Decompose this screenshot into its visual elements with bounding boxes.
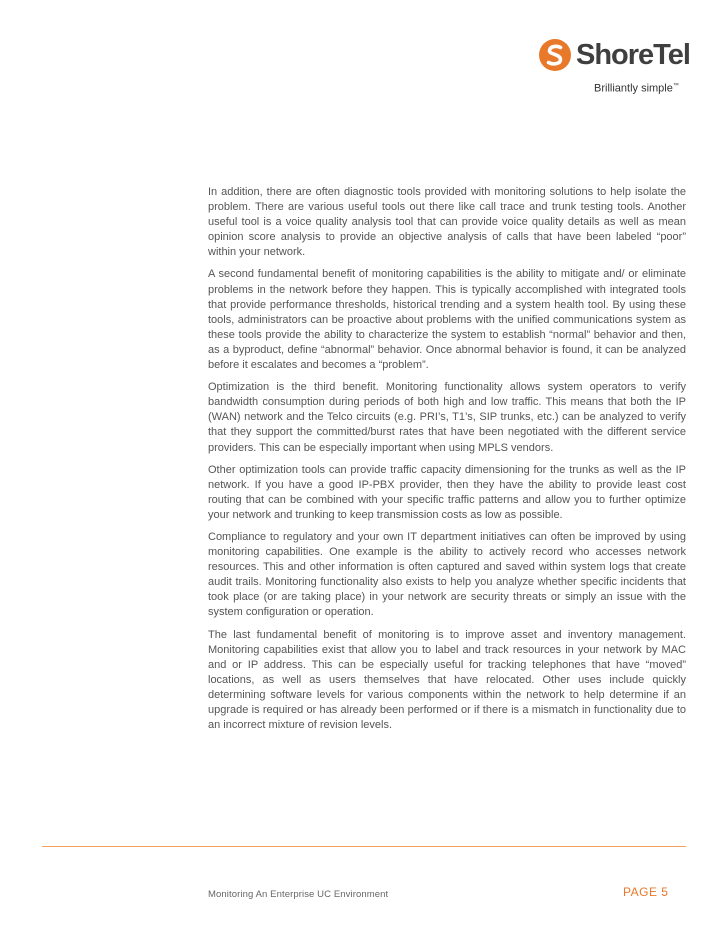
paragraph-asset-management: The last fundamental benefit of monitoring is to improve asset and inventory management. Monitoring capabilities exist that allow you to label and track resources in your network by MAC and or IP address. This can be especially useful for tracking telephones that have “moved” locations, as well as users themselves that have relocated. Other uses include quickly determining software levels for various components within the network to help determine if an upgrade is required or has already been performed or if there is a mismatch in functionality due to an incorrect mixture of revision levels. xyxy=(208,628,686,732)
trademark-symbol: ™ xyxy=(672,83,679,89)
paragraph-optimization-tools: Other optimization tools can provide traffic capacity dimensioning for the trunks as well as the IP network. If you have a good IP-PBX provider, then they have the ability to provide least cost routing that can be combined with your specific traffic patterns and allow you to further optimize your network and trunking to keep transmission costs as low as possible. xyxy=(208,463,686,521)
brand-name: ShoreTel xyxy=(576,39,690,71)
footer-document-title: Monitoring An Enterprise UC Environment xyxy=(208,889,389,900)
paragraph-diagnostic-tools: In addition, there are often diagnostic tools provided with monitoring solutions to help isolate the problem. There are various useful tools out there like call trace and trunk testing tools. Another useful tool is a voice quality analysis tool that can provide voice quality details as well as mean opinion score analysis to provide an objective analysis of calls that have been labeled “poor” within your network. xyxy=(208,186,686,259)
body-text xyxy=(208,185,686,740)
paragraph-compliance: Compliance to regulatory and your own IT department initiatives can often be improved by using monitoring capabilities. One example is the ability to actively record who accesses network resources. This and other information is often captured and saved within system logs that create audit trails. Monitoring functionality also exists to help you analyze whether specific incidents that took place (or are taking place) in your network are security threats or simply an issue with the system configuration or operation. xyxy=(208,530,686,619)
shoretel-logo-mark-icon xyxy=(538,38,572,72)
paragraph-optimization: Optimization is the third benefit. Monitoring functionality allows system operators to verify bandwidth consumption during periods of both high and low traffic. This means that both the IP (WAN) network and the Telco circuits (e.g. PRI’s, T1’s, SIP trunks, etc.) can be analyzed to verify that they support the committed/burst rates that have been negotiated with the different service providers. This can be especially important when using MPLS vendors. xyxy=(208,381,686,454)
brand-tagline-text: Brilliantly simple xyxy=(594,82,673,95)
footer-divider xyxy=(42,846,686,847)
footer-page-number: PAGE 5 xyxy=(623,885,669,899)
paragraph-mitigate-problems: A second fundamental benefit of monitoring capabilities is the ability to mitigate and/ or eliminate problems in the network before they happen. This is typically accomplished with integrated tools that provide performance thresholds, historical trending and a system health tool. By using these tools, administrators can be proactive about problems with the unified communications system as these tools provide the ability to characterize the system to establish “normal” behavior and then, as a byproduct, define “abnormal” behavior. Once abnormal behavior is found, it can be analyzed before it escalates and becomes a “problem”. xyxy=(208,268,686,372)
brand-tagline xyxy=(594,80,679,95)
shoretel-logo xyxy=(538,38,698,98)
